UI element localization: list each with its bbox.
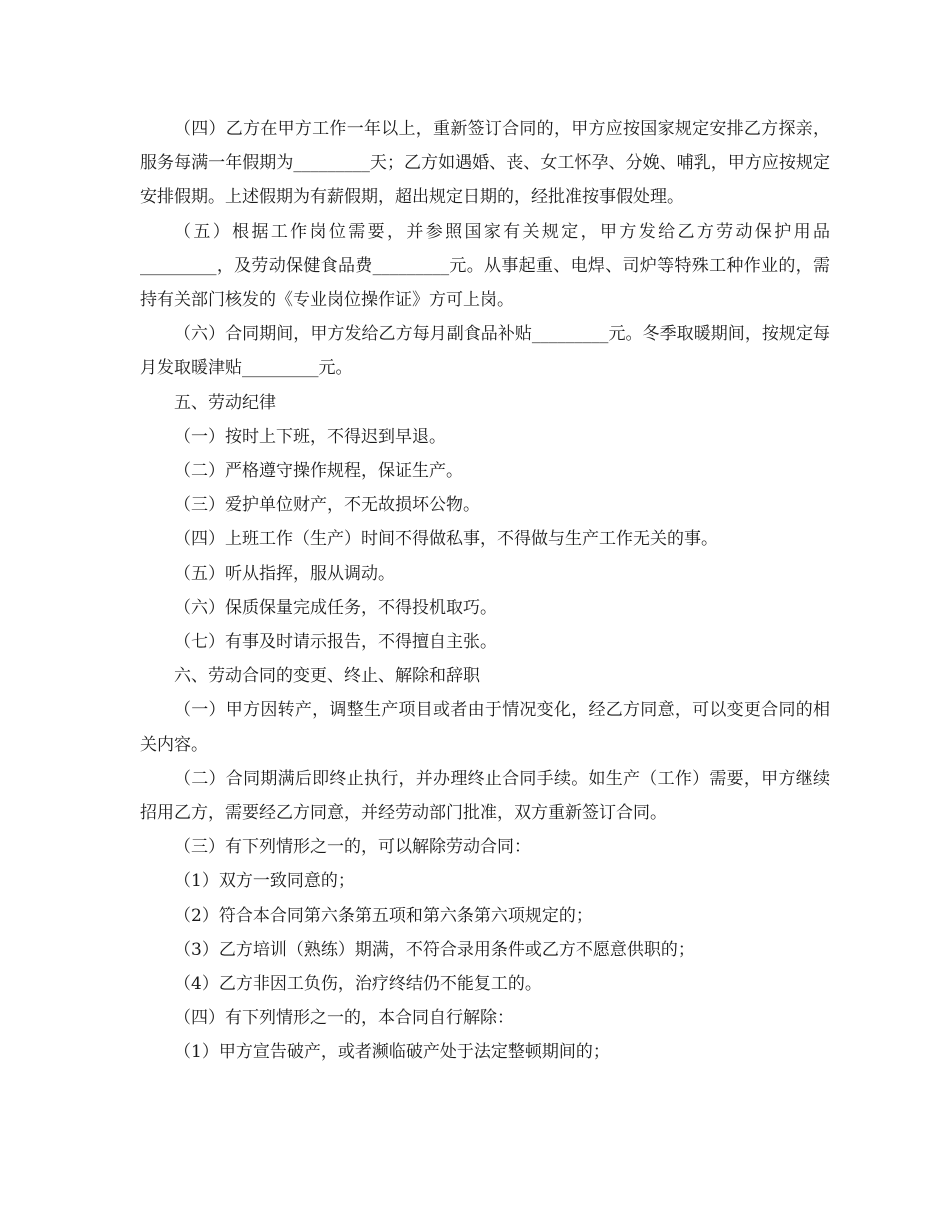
list-item-auto-termination-1: （1）甲方宣告破产，或者濒临破产处于法定整顿期间的； xyxy=(174,1042,610,1063)
list-item-termination-3: （3）乙方培训（熟练）期满，不符合录用条件或乙方不愿意供职的； xyxy=(174,939,695,960)
paragraph-discipline-5: （五）听从指挥，服从调动。 xyxy=(174,563,395,584)
document-body xyxy=(140,112,830,1070)
paragraph-change-1: （一）甲方因转产，调整生产项目或者由于情况变化，经乙方同意，可以变更合同的相关内容。 xyxy=(140,700,830,755)
paragraph-discipline-1: （一）按时上下班，不得迟到早退。 xyxy=(174,426,446,447)
paragraph-discipline-6: （六）保质保量完成任务，不得投机取巧。 xyxy=(174,597,497,618)
paragraph-home-leave: （四）乙方在甲方工作一年以上，重新签订合同的，甲方应按国家规定安排乙方探亲，服务每满一年假期为_________天；乙方如遇婚、丧、女工怀孕、分娩、哺乳，甲方应按规定安排假期。上述假期为有薪假期，超出规定日期的，经批准按事假处理。 xyxy=(140,119,830,208)
paragraph-discipline-2: （二）严格遵守操作规程，保证生产。 xyxy=(174,461,463,482)
paragraph-protective-supplies: （五）根据工作岗位需要，并参照国家有关规定，甲方发给乙方劳动保护用品_________，及劳动保健食品费_________元。从事起重、电焊、司炉等特殊工种作业的，需持有关部门核发的《专业岗位操作证》方可上岗。 xyxy=(140,221,830,311)
paragraph-discipline-3: （三）爱护单位财产，不无故损坏公物。 xyxy=(174,495,480,516)
section-heading-contract-changes: 六、劳动合同的变更、终止、解除和辞职 xyxy=(174,666,480,687)
paragraph-change-4: （四）有下列情形之一的，本合同自行解除： xyxy=(174,1008,514,1029)
paragraph-food-subsidy: （六）合同期间，甲方发给乙方每月副食品补贴_________元。冬季取暖期间，按规定每月发取暖津贴_________元。 xyxy=(140,324,830,379)
paragraph-change-2: （二）合同期满后即终止执行，并办理终止合同手续。如生产（工作）需要，甲方继续招用乙方，需要经乙方同意，并经劳动部门批准，双方重新签订合同。 xyxy=(140,768,830,824)
paragraph-discipline-7: （七）有事及时请示报告，不得擅自主张。 xyxy=(174,632,497,653)
paragraph-discipline-4: （四）上班工作（生产）时间不得做私事，不得做与生产工作无关的事。 xyxy=(174,529,718,550)
list-item-termination-2: （2）符合本合同第六条第五项和第六条第六项规定的； xyxy=(174,905,593,926)
list-item-termination-1: （1）双方一致同意的； xyxy=(174,871,355,892)
paragraph-change-3: （三）有下列情形之一的，可以解除劳动合同： xyxy=(174,837,531,858)
list-item-termination-4: （4）乙方非因工负伤，治疗终结仍不能复工的。 xyxy=(174,974,542,995)
section-heading-labor-discipline: 五、劳动纪律 xyxy=(174,392,276,413)
